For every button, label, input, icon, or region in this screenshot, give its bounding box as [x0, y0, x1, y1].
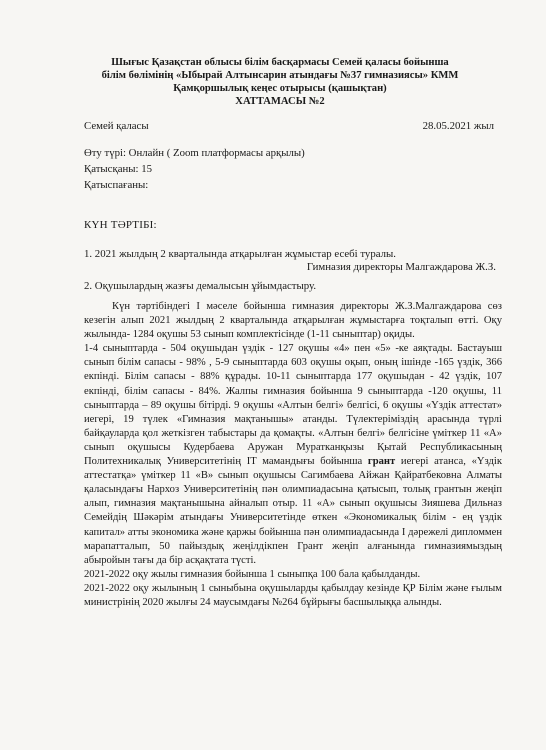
agenda-item-2: 2. Оқушылардың жазғы демалысын ұйымдастыру.	[84, 279, 317, 292]
agenda-title: КҮН ТӘРТІБІ:	[84, 219, 157, 231]
body-paragraph-2-part-a: 1-4 сыныптарда - 504 оқушыдан үздік - 127 оқушы «4» пен «5» -ке аяқтады. Бастауыш сынып білім сапасы - 98% , 5-9 сыныптарда 603 оқушы оқып, оның ішінде -165 үздік, 366 екпінді. Білім сапасы - 88% құрады. 10-11 сыныптарда 177 оқушыдан - 42 үздік, 107 екпінді, білім сапасы - 84%. Жалпы гимназия бойынша 9 сыныптарда -120 оқушы, 11 сыныптарда – 89 оқушы бітірді. 9 оқушы «Алтын белгі» белгісі, 6 оқушы «Үздік аттестат» иегері, 19 түлек «Гимназия мақтанышы» атанды. Түлектеріміздің арасында түрлі байқауларда қол жеткізген табыстары да қомақты. «Алтын белгі» белгісіне үміткер 11 «А» сынып оқушысы Кудербаева Аружан Муратканқызы Қытай Республикасының Политехникалық Университетінің IT мамандығы бойынша	[84, 343, 502, 468]
body-paragraph-3: 2021-2022 оқу жылы гимназия бойынша 1 сыныпқа 100 бала қабылданды.	[84, 568, 421, 580]
absent-count: Қатыспағаны:	[84, 179, 149, 191]
meeting-body	[84, 300, 502, 610]
header-line-1: Шығыс Қазақстан облысы білім басқармасы Семей қаласы бойынша	[111, 57, 449, 68]
body-paragraph-4: 2021-2022 оқу жылының 1 сыныбына оқушыларды қабылдау кезінде ҚР Білім және ғылым министрінің 2020 жылғы 24 маусымдағы №264 бұйрығы басшылыққа алынды.	[84, 582, 502, 608]
attended-count: Қатысқаны: 15	[84, 163, 153, 175]
header-line-3: Қамқоршылық кеңес отырысы (қашықтан)	[173, 83, 387, 94]
agenda-item-1-speaker: Гимназия директоры Малгаждарова Ж.З.	[306, 261, 496, 274]
document-date: 28.05.2021 жыл	[422, 120, 494, 132]
body-paragraph-1: Күн тәртібіндегі І мәселе бойынша гимназия директоры Ж.З.Малгаждарова сөз кезегін алып 2021 жылдың 2 кварталында атқарылған жұмыстарға тоқталып өтті. Оқу жылында- 1284 оқушы 53 сынып комплектісінде (1-11 сыныптар) оқиды.	[84, 301, 502, 341]
city-label: Семей қаласы	[84, 120, 149, 132]
meeting-format: Өту түрі: Онлайн ( Zoom платформасы арқылы)	[84, 147, 305, 159]
header-line-2: білім бөлімінің «Ыбырай Алтынсарин атындағы №37 гимназиясы» КММ	[101, 70, 459, 81]
city-date-row	[84, 120, 494, 132]
body-paragraph-2	[84, 342, 502, 568]
body-paragraph-2-part-b: иегері атанса, «Үздік аттестатқа» үміткер 11 «В» сынып оқушысы Сагимбаева Айжан Қайратбековна Алматы қаласындағы Нархоз Университетінің пән олимпиадасына қатысып, толық грантын жеңіп алып, гимназия мақтанышына айналып отыр. 11 «А» сынып оқушысы Зияшева Дильназ Семейдің Шәкәрім атындағы Университетінде өткен «Экономикалық білім - ең үздік капитал» атты экономика және қаржы бойынша пән олимпиадасында І дәрежелі дипломмен марапатталып, 50 пайыздық жеңілдікпен Грант жеңіп алғанында гимназиямыздың абыройын тағы да бір асқақтата түсті.	[84, 456, 502, 566]
agenda-item-1: 1. 2021 жылдың 2 кварталында атқарылған жұмыстар есебі туралы.	[84, 248, 396, 260]
grant-emphasis: грант	[367, 456, 396, 468]
agenda-list	[84, 248, 504, 293]
document-header	[60, 56, 500, 108]
protocol-title: ХАТТАМАСЫ №2	[235, 96, 325, 107]
